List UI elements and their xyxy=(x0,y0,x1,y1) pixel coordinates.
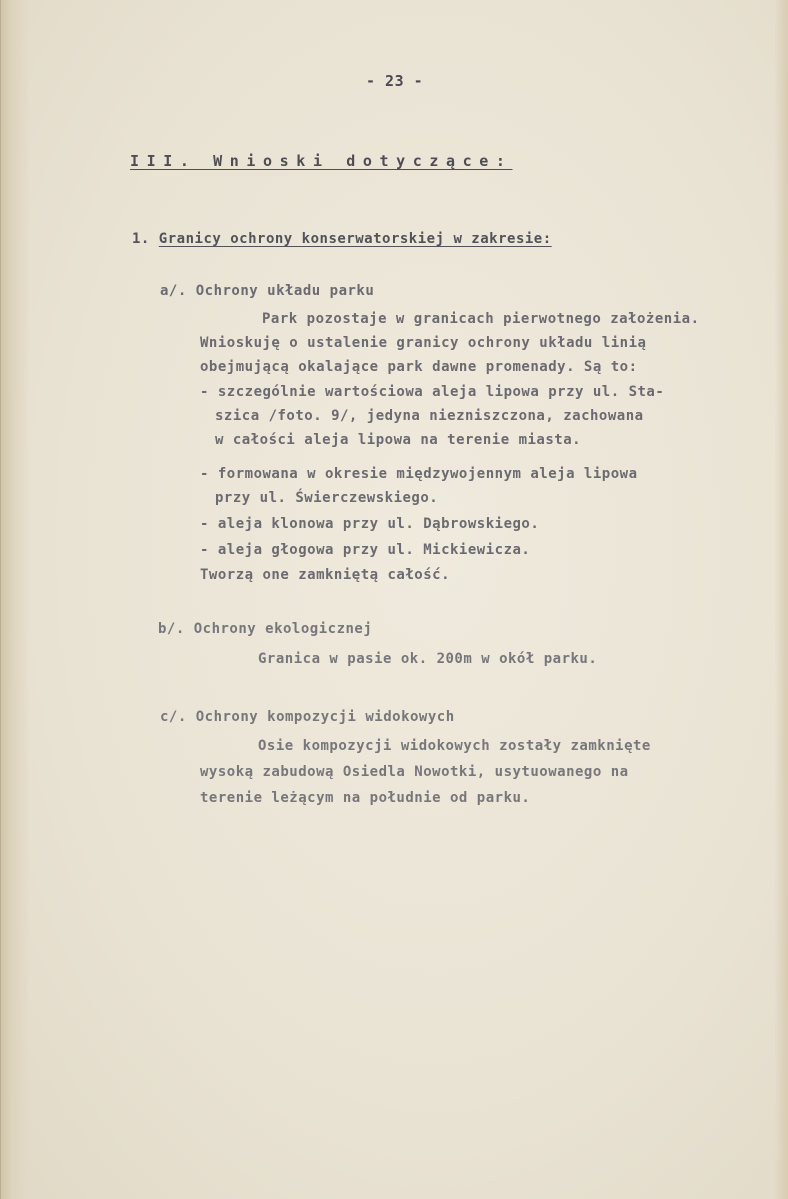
subsection-a-line: szica /foto. 9/, jedyna niezniszczona, zachowana xyxy=(215,408,644,424)
subsection-a-line: Park pozostaje w granicach pierwotnego założenia. xyxy=(262,311,700,327)
page-number: - 23 - xyxy=(366,72,424,90)
page-right-edge xyxy=(774,0,788,1199)
subsection-a-line: Wnioskuję o ustalenie granicy ochrony układu linią xyxy=(200,335,647,351)
subsection-c-line: Osie kompozycji widokowych zostały zamknięte xyxy=(258,738,651,754)
point-number: 1. xyxy=(132,231,150,247)
subsection-a-line: obejmującą okalające park dawne promenady. Są to: xyxy=(200,359,638,375)
subsection-a-line: w całości aleja lipowa na terenie miasta. xyxy=(215,432,582,448)
binding-fold xyxy=(0,0,1,1199)
subsection-a-line: - szczególnie wartościowa aleja lipowa przy ul. Sta- xyxy=(200,384,665,400)
section-heading: III. Wnioski dotyczące: xyxy=(130,152,513,170)
subsection-a-line: - aleja klonowa przy ul. Dąbrowskiego. xyxy=(200,516,540,532)
subsection-c-heading: c/. Ochrony kompozycji widokowych xyxy=(160,709,455,725)
subsection-c-line: wysoką zabudową Osiedla Nowotki, usytuowanego na xyxy=(200,764,629,780)
page-left-edge xyxy=(0,0,30,1199)
subsection-a-line: przy ul. Świerczewskiego. xyxy=(215,490,439,506)
point-title: Granicy ochrony konserwatorskiej w zakresie: xyxy=(158,231,552,247)
subsection-a-heading: a/. Ochrony układu parku xyxy=(160,283,375,299)
subsection-a-line: Tworzą one zamkniętą całość. xyxy=(200,567,451,583)
subsection-b-line: Granica w pasie ok. 200m w okół parku. xyxy=(258,651,598,667)
subsection-a-line: - aleja głogowa przy ul. Mickiewicza. xyxy=(200,542,531,558)
point-heading xyxy=(132,230,552,248)
subsection-a-line: - formowana w okresie międzywojennym aleja lipowa xyxy=(200,466,638,482)
subsection-c-line: terenie leżącym na południe od parku. xyxy=(200,790,531,806)
subsection-b-heading: b/. Ochrony ekologicznej xyxy=(158,621,373,637)
